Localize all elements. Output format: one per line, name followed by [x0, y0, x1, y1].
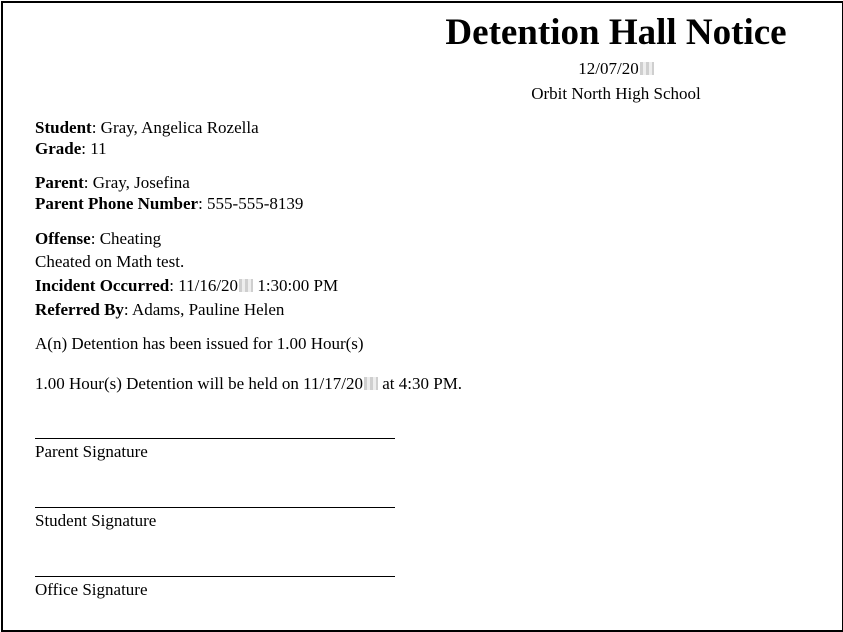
grade-line: [35, 138, 107, 160]
incident-label: Incident Occurred: [35, 276, 170, 295]
notice-date: 12/07/20: [388, 58, 843, 80]
notice-page: [1, 1, 843, 632]
grade-value: : 11: [81, 139, 107, 158]
parent-phone-label: Parent Phone Number: [35, 194, 199, 213]
redacted-year: [640, 62, 654, 75]
incident-date: : 11/16/20: [169, 276, 239, 295]
incident-line: [35, 275, 338, 297]
office-signature-label: Office Signature: [35, 580, 148, 599]
student-value: : Gray, Angelica Rozella: [91, 118, 259, 137]
school-name: Orbit North High School: [531, 84, 701, 103]
offense-label: Offense: [35, 229, 91, 248]
parent-label: Parent: [35, 173, 84, 192]
issued-text: A(n) Detention has been issued for 1.00 Hour(s): [35, 334, 364, 353]
notice-title: Detention Hall Notice: [445, 12, 787, 53]
parent-phone-line: [35, 193, 303, 215]
grade-label: Grade: [35, 139, 82, 158]
offense-line: [35, 228, 161, 250]
parent-value: : Gray, Josefina: [83, 173, 190, 192]
held-text: 1.00 Hour(s) Detention will be held on 11/17/20 at 4:30 PM.: [35, 374, 463, 393]
referred-value: : Adams, Pauline Helen: [123, 300, 285, 319]
offense-description: Cheated on Math test.: [35, 252, 185, 271]
parent-signature-label: Parent Signature: [35, 442, 148, 461]
parent-signature-line: [35, 438, 395, 439]
offense-value: : Cheating: [90, 229, 162, 248]
office-signature-line: [35, 576, 395, 577]
referred-line: [35, 299, 284, 321]
student-signature-line: [35, 507, 395, 508]
incident-time: 1:30:00 PM: [253, 276, 339, 295]
parent-line: [35, 172, 190, 194]
parent-phone-value: : 555-555-8139: [198, 194, 304, 213]
redacted-year: [239, 279, 253, 292]
student-signature-label: Student Signature: [35, 511, 157, 530]
student-line: [35, 117, 259, 139]
redacted-year: [364, 377, 378, 390]
referred-label: Referred By: [35, 300, 124, 319]
student-label: Student: [35, 118, 92, 137]
